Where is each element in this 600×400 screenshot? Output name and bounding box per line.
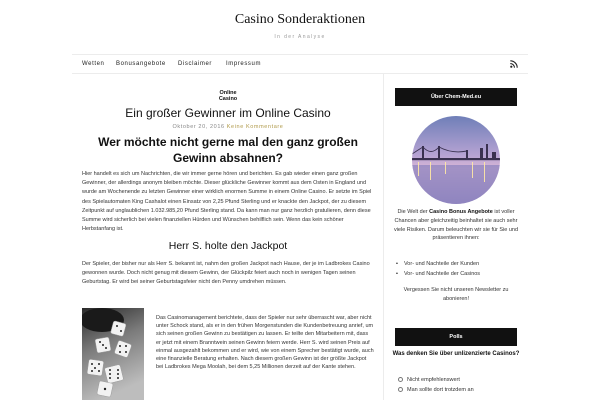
- post-subheading: Herr S. holte den Jackpot: [168, 240, 288, 252]
- post-heading: Wer möchte nicht gerne mal den ganz großen Gewinn absahnen?: [98, 135, 358, 165]
- post-comments-link[interactable]: Keine Kommentare: [226, 124, 284, 130]
- post-paragraph: Hier handelt es sich um Nachrichten, die wir immer gerne hören und berichten. Es gab wieder einen ganz großen Gewinner, der allerdings anonym bleiben möchte. Dieser glückliche Gewinner kommt aus dem Osten in England und wurde am Wochenende zu letzten Gewinner einer wirklich enormen Summe in einem Online Casino. Er setzte im Spiel des Spielautomaten King Cashalot einen Einsatz von 2,25 Pfund Sterling und er knackte den Jackpot, der zu diesem Zeitpunkt auf unglaublichen 1.032.985,20 Pfund Sterling stand. Da kann man nur ganz herzlich gratulieren, denn diese Summe wird sicherlich bei vielen finanziellen Hürden und Wünschen behilflich sein. Wenn das kein schöner Herbstanfang ist.: [82, 171, 372, 233]
- about-text: Die Welt der Casino Bonus Angebote ist voller Chancen aber gleichzeitig beinhaltet sie auch sehr viele Risiken. Darum beleuchten wir sie für Sie und präsentieren ihnen:: [393, 209, 519, 242]
- post-category-line2[interactable]: Casino: [218, 96, 238, 102]
- sidebar: [384, 74, 528, 400]
- nav-item-disclaimer[interactable]: Disclaimer: [178, 61, 213, 67]
- post-title[interactable]: Ein großer Gewinner im Online Casino: [125, 106, 331, 120]
- poll-option[interactable]: Man sollte dort trotzdem an: [398, 387, 474, 393]
- site-header: [0, 0, 600, 54]
- nav-item-wetten[interactable]: Wetten: [82, 61, 105, 67]
- list-item: • Vor- und Nachteile der Kunden: [396, 260, 520, 270]
- post-content: [72, 74, 384, 400]
- poll-radio[interactable]: [398, 377, 403, 382]
- poll-radio[interactable]: [398, 387, 403, 392]
- post-meta: [72, 124, 384, 130]
- post-category[interactable]: Online: [219, 90, 237, 96]
- post-paragraph: Das Casinomanagement berichtete, dass der Spieler nur sehr überrascht war, aber nicht unter Schock stand, als er in den frühen Morgenstunden die Kundenbetreuung anrief, um sich seinen großen Gewinn zu bestätigen zu lassen. Er teilte den Mitarbeitern mit, dass er jetzt mit einem Branntwein seinen Gewinn feiern werde. Herr S. wird seinen Preis auf einmal ausgezahlt bekommen und er wird, wie von einem Sprecher bestätigt wurde, auch eine finanzielle Beratung erhalten. Nach diesem großen Gewinn ist der größte Jackpot bei Ladbrokes Mega Moolah, bei dem 5,25 Millionen derzeit auf der Kante stehen.: [156, 315, 374, 371]
- site-tagline: In der Analyse: [274, 34, 326, 40]
- casino-bonus-link[interactable]: Casino Bonus Angebote: [429, 209, 493, 215]
- about-list: [396, 260, 520, 279]
- post-paragraph: Der Spieler, der bisher nur als Herr S. bekannt ist, nahm den großen Jackpot nach Hause, der je im Ladbrokes Casino gewonnen wurde. Doch nicht genug mit diesem Gewinn, der Glückpilz feiert auch noch in wenigen Tagen seinen Geburtstag. Er wird bei seiner Geburtstagsfeier nicht den Penny umdrehen müssen.: [82, 261, 370, 286]
- main-navigation: [72, 54, 528, 74]
- bridge-image: [412, 116, 500, 204]
- nav-item-impressum[interactable]: Impressum: [226, 61, 262, 67]
- rss-icon[interactable]: [510, 60, 518, 68]
- newsletter-text: Vergessen Sie nicht unseren Newsletter zu abonieren!: [403, 287, 509, 302]
- list-item: • Vor- und Nachteile der Casinos: [396, 270, 520, 280]
- post-date: Oktober 20, 2016: [172, 124, 225, 130]
- site-title[interactable]: Casino Sonderaktionen: [234, 12, 366, 27]
- poll-option[interactable]: Nicht empfehlenswert: [398, 377, 460, 383]
- widget-title-about: Über Chem-Med.eu: [395, 88, 517, 106]
- poll-question: Was denken Sie über unlizenzierte Casinos?: [392, 351, 520, 357]
- dice-image: [82, 308, 144, 400]
- nav-item-bonusangebote[interactable]: Bonusangebote: [116, 61, 166, 67]
- widget-title-polls: Polls: [395, 328, 517, 346]
